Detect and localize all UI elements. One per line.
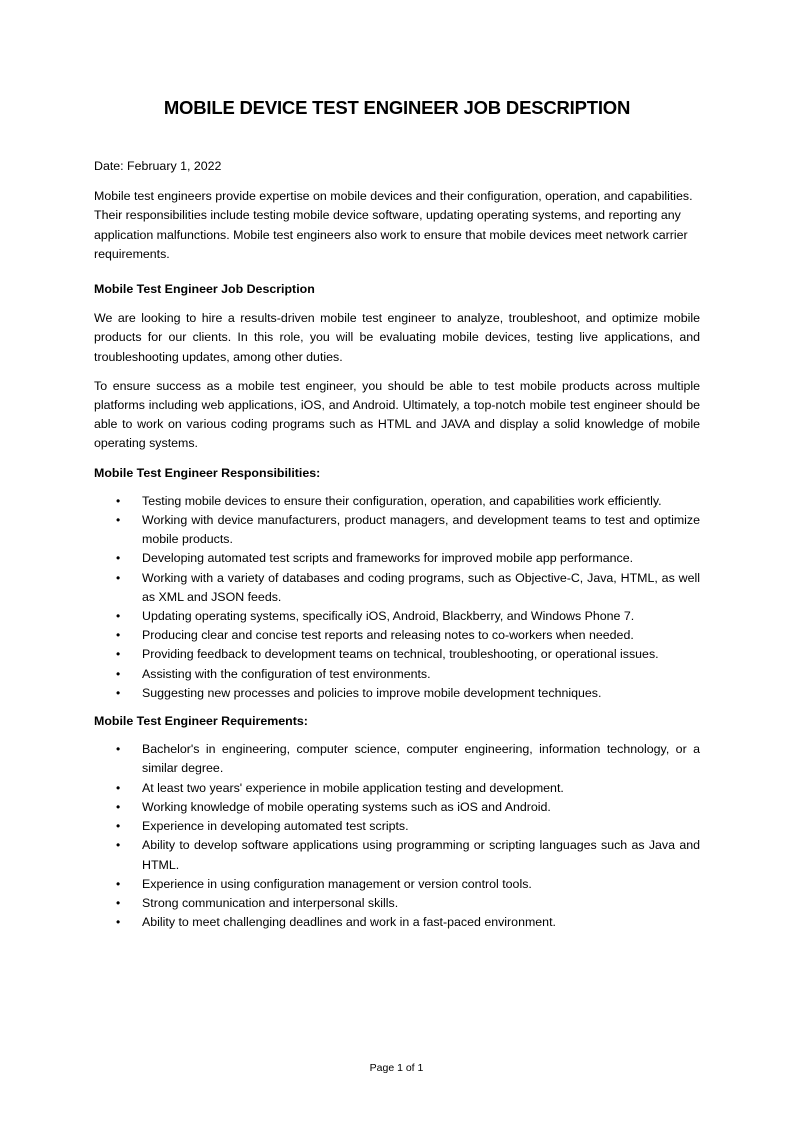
- list-item-text: Assisting with the configuration of test environments.: [142, 666, 431, 681]
- list-item-text: Ability to meet challenging deadlines and work in a fast-paced environment.: [142, 915, 556, 930]
- page-number: Page 1 of 1: [369, 1062, 424, 1074]
- intro-paragraph: Mobile test engineers provide expertise on mobile devices and their configuration, operation, and capabilities. Their responsibilities include testing mobile device software, updating operating systems, and reporting any application malfunctions. Mobile test engineers also work to ensure that mobile devices meet network carrier requirements.: [94, 189, 693, 261]
- list-item: [94, 645, 700, 664]
- list-item: [94, 511, 700, 549]
- bullet-icon: •: [116, 895, 121, 910]
- list-item-text: Working with a variety of databases and coding programs, such as Objective-C, Java, HTML, as well as XML and JSON feeds.: [142, 570, 700, 604]
- bullet-icon: •: [116, 819, 121, 834]
- requirements-heading: Mobile Test Engineer Requirements:: [94, 714, 308, 729]
- list-item-text: Suggesting new processes and policies to improve mobile development techniques.: [142, 685, 602, 700]
- bullet-icon: •: [116, 609, 121, 624]
- document-title: MOBILE DEVICE TEST ENGINEER JOB DESCRIPTION: [163, 97, 631, 118]
- responsibilities-heading: Mobile Test Engineer Responsibilities:: [94, 465, 321, 480]
- bullet-icon: •: [116, 551, 121, 566]
- job-description-paragraph-1: We are looking to hire a results-driven mobile test engineer to analyze, troubleshoot, and optimize mobile products for our clients. In this role, you will be evaluating mobile devices, testing live applications, and troubleshooting updates, among other duties.: [94, 311, 700, 364]
- list-item: [94, 684, 700, 703]
- bullet-icon: •: [116, 780, 121, 795]
- bullet-icon: •: [116, 685, 121, 700]
- list-item: [94, 740, 700, 778]
- list-item-text: Experience in developing automated test scripts.: [142, 819, 409, 834]
- responsibilities-list: [94, 492, 700, 703]
- bullet-icon: •: [116, 647, 121, 662]
- list-item: [94, 836, 700, 874]
- job-description-heading: Mobile Test Engineer Job Description: [94, 282, 315, 297]
- list-item: [94, 569, 700, 607]
- list-item-text: Experience in using configuration management or version control tools.: [142, 876, 532, 891]
- list-item: [94, 492, 700, 511]
- list-item: [94, 607, 700, 626]
- list-item-text: Working with device manufacturers, product managers, and development teams to test and optimize mobile products.: [142, 513, 700, 547]
- bullet-icon: •: [116, 513, 121, 528]
- document-body: [94, 97, 700, 942]
- bullet-icon: •: [116, 876, 121, 891]
- list-item: [94, 626, 700, 645]
- list-item-text: Developing automated test scripts and frameworks for improved mobile app performance.: [142, 551, 634, 566]
- job-description-paragraph-2: To ensure success as a mobile test engineer, you should be able to test mobile products across multiple platforms including web applications, iOS, and Android. Ultimately, a top-notch mobile test engineer should be able to work on various coding programs such as HTML and JAVA and display a solid knowledge of mobile operating systems.: [94, 378, 700, 451]
- list-item: [94, 549, 700, 568]
- bullet-icon: •: [116, 628, 121, 643]
- list-item-text: Working knowledge of mobile operating systems such as iOS and Android.: [142, 799, 551, 814]
- list-item: [94, 875, 700, 894]
- list-item-text: At least two years' experience in mobile application testing and development.: [142, 780, 564, 795]
- bullet-icon: •: [116, 799, 121, 814]
- list-item: [94, 665, 700, 684]
- list-item-text: Bachelor's in engineering, computer science, computer engineering, information technology, or a similar degree.: [142, 742, 700, 776]
- bullet-icon: •: [116, 915, 121, 930]
- bullet-icon: •: [116, 493, 121, 508]
- list-item: [94, 894, 700, 913]
- requirements-list: [94, 740, 700, 932]
- list-item: [94, 817, 700, 836]
- bullet-icon: •: [116, 570, 121, 585]
- list-item: [94, 913, 700, 932]
- list-item-text: Updating operating systems, specifically iOS, Android, Blackberry, and Windows Phone 7.: [142, 609, 635, 624]
- list-item-text: Ability to develop software applications using programming or scripting languages such as Java and HTML.: [142, 838, 700, 872]
- bullet-icon: •: [116, 838, 121, 853]
- list-item: [94, 779, 700, 798]
- list-item-text: Testing mobile devices to ensure their configuration, operation, and capabilities work efficiently.: [142, 493, 662, 508]
- bullet-icon: •: [116, 666, 121, 681]
- document-date: Date: February 1, 2022: [94, 159, 222, 173]
- bullet-icon: •: [116, 742, 121, 757]
- list-item-text: Providing feedback to development teams on technical, troubleshooting, or operational issues.: [142, 647, 659, 662]
- list-item-text: Producing clear and concise test reports and releasing notes to co-workers when needed.: [142, 628, 634, 643]
- list-item: [94, 798, 700, 817]
- list-item-text: Strong communication and interpersonal skills.: [142, 895, 399, 910]
